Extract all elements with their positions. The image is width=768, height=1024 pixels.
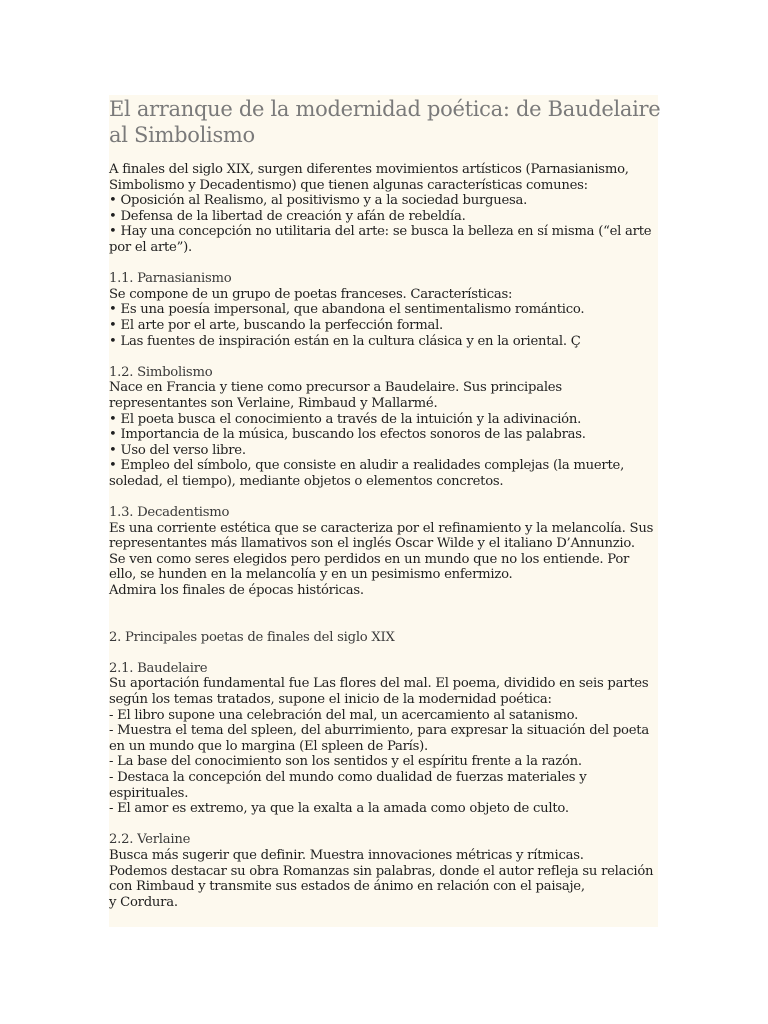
text-line: espirituales. xyxy=(109,785,189,801)
bullet-line: • Importancia de la música, buscando los efectos sonoros de las palabras. xyxy=(109,427,586,443)
text-line: Se compone de un grupo de poetas franceses. Características: xyxy=(109,286,513,302)
text-line: Nace en Francia y tiene como precursor a Baudelaire. Sus principales xyxy=(109,380,562,396)
title-line: al Simbolismo xyxy=(109,123,255,147)
text-line: Simbolismo y Decadentismo) que tienen algunas características comunes: xyxy=(109,177,588,193)
bullet-line: • Hay una concepción no utilitaria del arte: se busca la belleza en sí misma (“el arte xyxy=(109,224,652,240)
bullet-line: • Uso del verso libre. xyxy=(109,442,246,458)
document-body xyxy=(109,162,669,910)
section-heading: 1.1. Parnasianismo xyxy=(109,271,232,287)
section-verlaine xyxy=(109,832,669,910)
dash-line: - El amor es extremo, ya que la exalta a la amada como objeto de culto. xyxy=(109,801,569,817)
text-line: Busca más sugerir que definir. Muestra innovaciones métricas y rítmicas. xyxy=(109,847,584,863)
text-line: Podemos destacar su obra Romanzas sin palabras, donde el autor refleja su relación xyxy=(109,863,654,879)
dash-line: - Destaca la concepción del mundo como dualidad de fuerzas materiales y xyxy=(109,769,587,785)
section-heading: 2.1. Baudelaire xyxy=(109,660,208,676)
section-heading: 1.2. Simbolismo xyxy=(109,364,213,380)
section-simbolismo xyxy=(109,365,669,490)
text-line: Su aportación fundamental fue Las flores del mal. El poema, dividido en seis partes xyxy=(109,676,649,692)
bullet-line: • El poeta busca el conocimiento a través de la intuición y la adivinación. xyxy=(109,411,582,427)
text-line: representantes más llamativos son el inglés Oscar Wilde y el italiano D’Annunzio. xyxy=(109,536,635,552)
bullet-line: • Las fuentes de inspiración están en la cultura clásica y en la oriental. Ç xyxy=(109,333,581,349)
text-line: con Rimbaud y transmite sus estados de ánimo en relación con el paisaje, xyxy=(109,879,585,895)
dash-line: - La base del conocimiento son los sentidos y el espíritu frente a la razón. xyxy=(109,754,582,770)
bullet-line: • El arte por el arte, buscando la perfección formal. xyxy=(109,317,444,333)
section2-heading: 2. Principales poetas de finales del siglo XIX xyxy=(109,629,395,645)
section-heading: 2.2. Verlaine xyxy=(109,832,191,848)
text-line: A finales del siglo XIX, surgen diferentes movimientos artísticos (Parnasianismo, xyxy=(109,162,629,177)
text-line: Admira los finales de épocas históricas. xyxy=(109,583,364,599)
text-line: y Cordura. xyxy=(109,894,178,910)
section-baudelaire xyxy=(109,661,669,817)
section-parnasianismo xyxy=(109,271,669,349)
bullet-line: • Empleo del símbolo, que consiste en aludir a realidades complejas (la muerte, xyxy=(109,458,625,474)
bullet-line: • Oposición al Realismo, al positivismo y a la sociedad burguesa. xyxy=(109,193,528,209)
text-line: Es una corriente estética que se caracteriza por el refinamiento y la melancolía. Sus xyxy=(109,520,654,536)
text-line: por el arte”). xyxy=(109,239,192,255)
text-line: según los temas tratados, supone el inicio de la modernidad poética: xyxy=(109,692,552,707)
dash-line: - Muestra el tema del spleen, del aburrimiento, para expresar la situación del poeta xyxy=(109,723,649,739)
bullet-line: • Defensa de la libertad de creación y afán de rebeldía. xyxy=(109,208,466,224)
text-line: representantes son Verlaine, Rimbaud y Mallarmé. xyxy=(109,395,438,411)
bullet-line: • Es una poesía impersonal, que abandona el sentimentalismo romántico. xyxy=(109,302,585,318)
text-line: Se ven como seres elegidos pero perdidos en un mundo que no los entiende. Por xyxy=(109,551,630,567)
intro-paragraph xyxy=(109,162,669,256)
text-line: soledad, el tiempo), mediante objetos o elementos concretos. xyxy=(109,473,504,489)
text-line: en un mundo que lo margina (El spleen de París). xyxy=(109,738,429,754)
dash-line: - El libro supone una celebración del mal, un acercamiento al satanismo. xyxy=(109,707,579,723)
section-heading: 1.3. Decadentismo xyxy=(109,505,230,521)
text-line: ello, se hunden en la melancolía y en un pesimismo enfermizo. xyxy=(109,567,513,583)
title-line: El arranque de la modernidad poética: de Baudelaire xyxy=(109,97,661,121)
section-decadentismo xyxy=(109,505,669,599)
document-title xyxy=(109,96,669,148)
